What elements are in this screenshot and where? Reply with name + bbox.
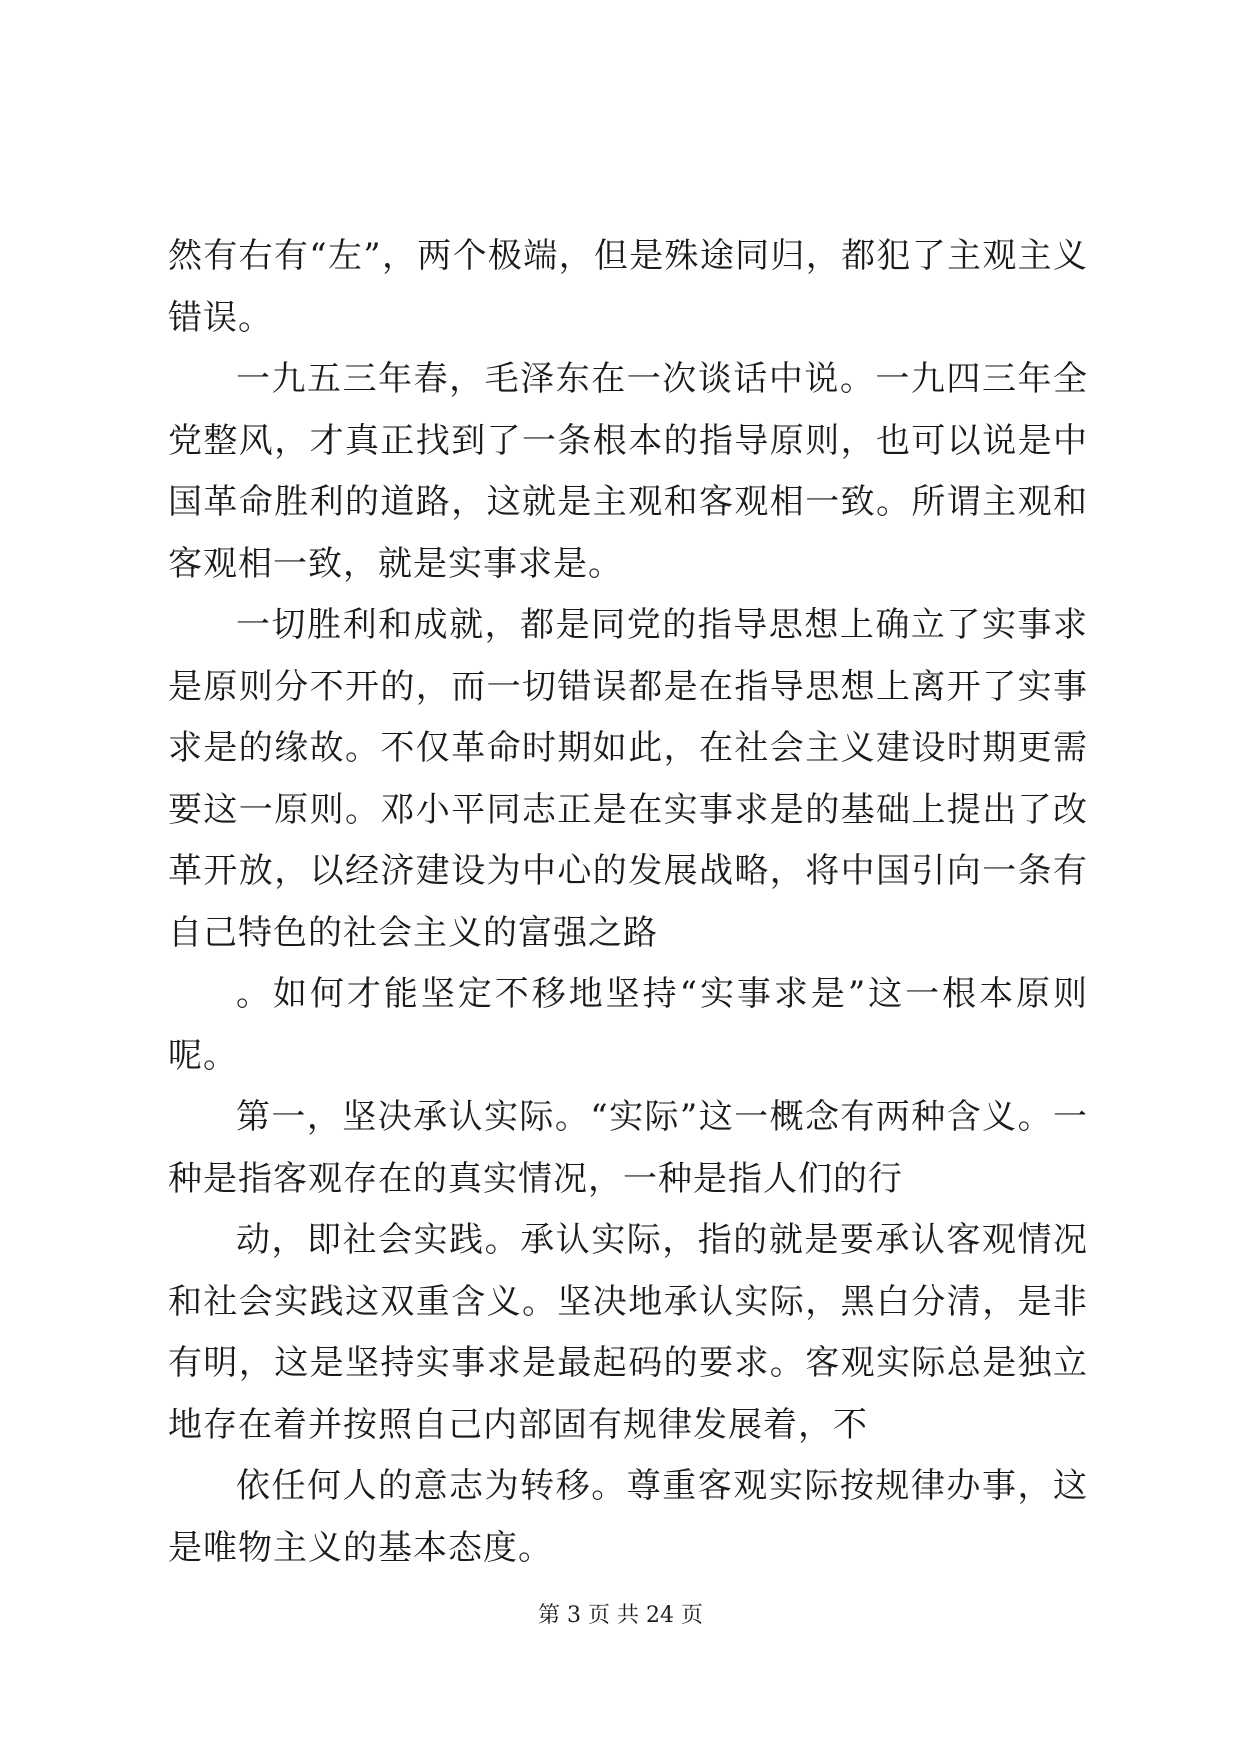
paragraph-7: 依任何人的意志为转移。尊重客观实际按规律办事，这是唯物主义的基本态度。 [168,1466,1088,1568]
paragraph-4: 。如何才能坚定不移地坚持“实事求是”这一根本原则呢。 [168,974,1088,1076]
page-number-footer: 第 3 页 共 24 页 [538,1603,703,1628]
paragraph-2: 一九五三年春，毛泽东在一次谈话中说。一九四三年全党整风，才真正找到了一条根本的指导原则，也可以说是中国革命胜利的道路，这就是主观和客观相一致。所谓主观和客观相一致，就是实事求是。 [168,359,1088,584]
paragraph-5: 第一，坚决承认实际。“实际”这一概念有两种含义。一种是指客观存在的真实情况，一种是指人们的行 [168,1097,1088,1199]
body-text [168,226,1088,1579]
paragraph-3: 一切胜利和成就，都是同党的指导思想上确立了实事求是原则分不开的，而一切错误都是在指导思想上离开了实事求是的缘故。不仅革命时期如此，在社会主义建设时期更需要这一原则。邓小平同志正是在实事求是的基础上提出了改革开放，以经济建设为中心的发展战略，将中国引向一条有自己特色的社会主义的富强之路 [168,605,1088,953]
paragraph-6: 动，即社会实践。承认实际，指的就是要承认客观情况和社会实践这双重含义。坚决地承认实际，黑白分清，是非有明，这是坚持实事求是最起码的要求。客观实际总是独立地存在着并按照自己内部固有规律发展着，不 [168,1220,1088,1445]
paragraph-1: 然有右有“左”，两个极端，但是殊途同归，都犯了主观主义错误。 [168,236,1088,338]
